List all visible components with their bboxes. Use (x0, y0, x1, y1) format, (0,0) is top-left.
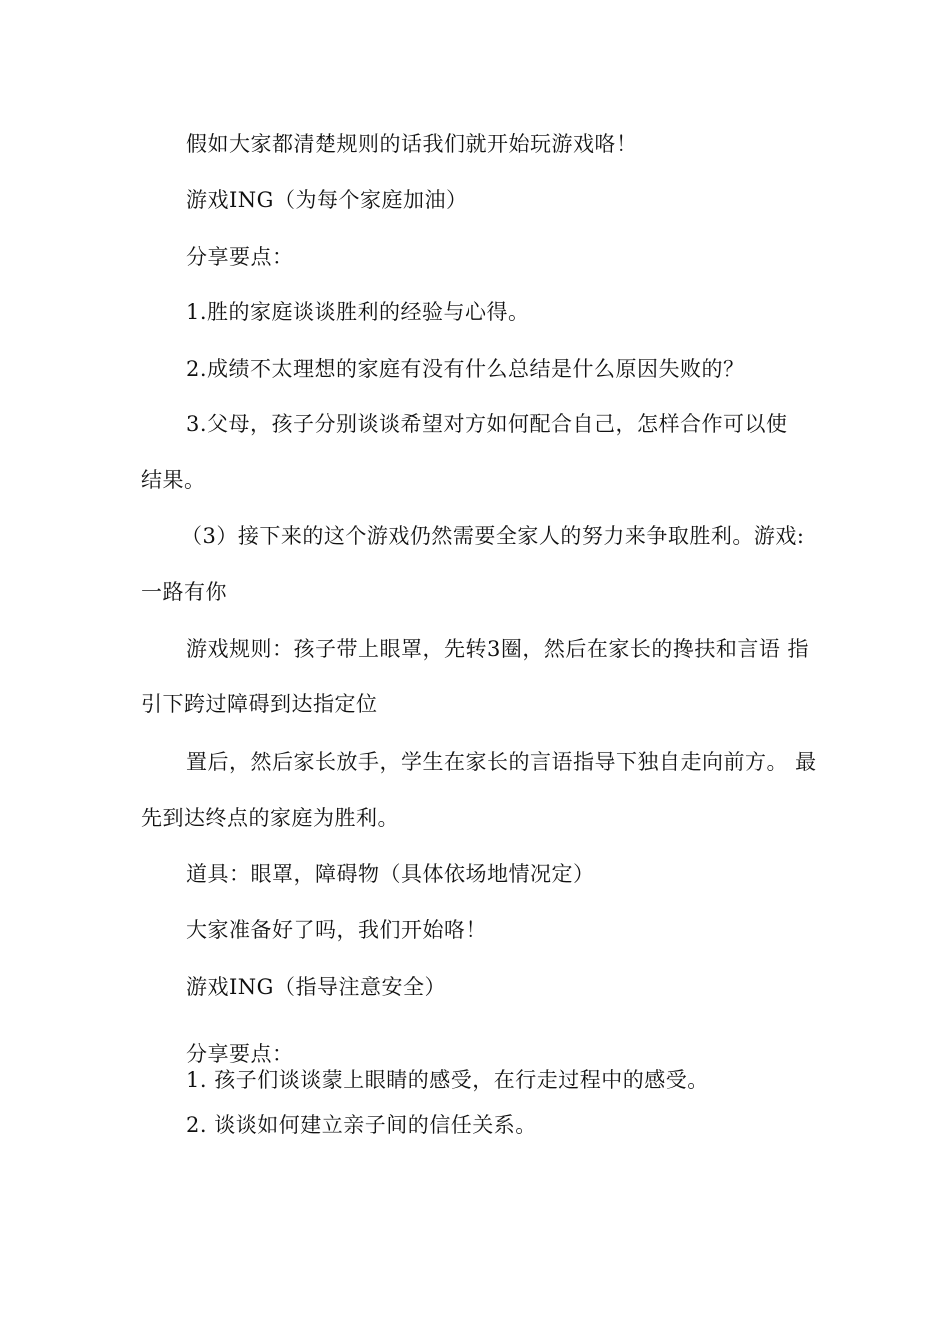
list-item-2: 2.成绩不太理想的家庭有没有什么总结是什么原因失败的？ (186, 357, 745, 381)
paragraph-game-ing-1: 游戏ING（为每个家庭加油） (186, 188, 468, 212)
paragraph-game-3: （3）接下来的这个游戏仍然需要全家人的努力来争取胜利。游戏: (181, 524, 805, 548)
heading-sharing-points-1: 分享要点： (186, 245, 294, 269)
list-item-b2: 2. 谈谈如何建立亲子间的信任关系。 (186, 1113, 537, 1137)
paragraph-game-ing-2: 游戏ING（指导注意安全） (186, 975, 446, 999)
paragraph-game-rules-2: 置后，然后家长放手，学生在家长的言语指导下独自走向前方。 最 (186, 750, 817, 774)
paragraph-props: 道具：眼罩，障碍物（具体依场地情况定） (186, 862, 595, 886)
paragraph-game-3-continuation: 一路有你 (141, 580, 227, 604)
heading-sharing-points-2: 分享要点： (186, 1042, 294, 1066)
list-item-b1: 1. 孩子们谈谈蒙上眼睛的感受，在行走过程中的感受。 (186, 1068, 709, 1092)
paragraph-ready: 大家准备好了吗，我们开始咯！ (186, 918, 487, 942)
paragraph-game-rules-continuation: 引下跨过障碍到达指定位 (141, 692, 378, 716)
paragraph-start-game: 假如大家都清楚规则的话我们就开始玩游戏咯！ (186, 132, 638, 156)
list-item-3: 3.父母，孩子分别谈谈希望对方如何配合自己，怎样合作可以使 (186, 412, 788, 436)
paragraph-game-rules: 游戏规则：孩子带上眼罩，先转3圈，然后在家长的搀扶和言语 指 (186, 637, 810, 661)
paragraph-game-rules-2-continuation: 先到达终点的家庭为胜利。 (141, 806, 399, 830)
list-item-1: 1.胜的家庭谈谈胜利的经验与心得。 (186, 300, 530, 324)
list-item-3-continuation: 结果。 (141, 468, 206, 492)
